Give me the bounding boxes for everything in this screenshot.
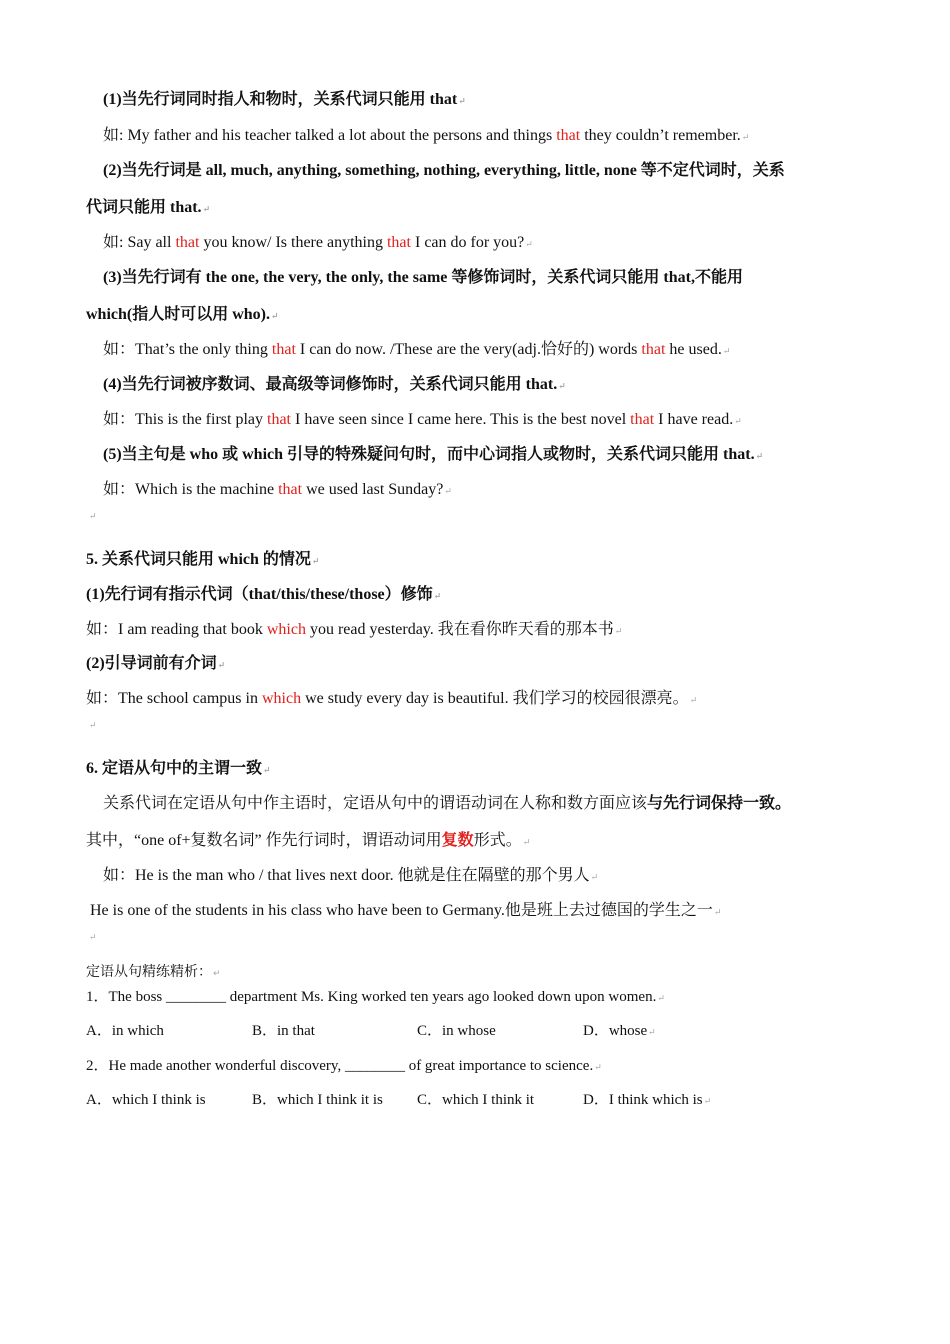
question-1-stem: 1．The boss ________ department Ms. King worked ten years ago looked down upon women.↵ xyxy=(86,989,665,1005)
question-2-option-a[interactable]: A．which I think is xyxy=(86,1092,206,1108)
question-2-option-c[interactable]: C．which I think it xyxy=(417,1092,535,1108)
question-2-option-d[interactable]: D．I think which is↵ xyxy=(583,1092,712,1108)
section6-paragraph1: 关系代词在定语从句中作主语时，定语从句中的谓语动词在人称和数方面应该与先行词保持一致。 xyxy=(103,795,792,812)
section6-example2: He is one of the students in his class who have been to Germany.他是班上去过德国的学生之一↵ xyxy=(90,902,722,919)
question-1-option-c[interactable]: C．in whose xyxy=(417,1023,496,1039)
section5-sub1: (1)先行词有指示代词（that/this/these/those）修饰↵ xyxy=(86,586,442,603)
section6-example1: 如：He is the man who / that lives next door. 他就是住在隔壁的那个男人↵ xyxy=(103,867,599,884)
empty-paragraph-mark: ↵ xyxy=(89,932,97,942)
section6-title: 6. 定语从句中的主谓一致↵ xyxy=(86,760,271,777)
rule5-heading: (5)当主句是 who 或 which 引导的特殊疑问句时，而中心词指人或物时，关系代词只能用 that.↵ xyxy=(103,446,764,463)
rule1-example: 如: My father and his teacher talked a lot about the persons and things that they couldn’t remember.↵ xyxy=(103,127,750,144)
question-1-option-d[interactable]: D．whose↵ xyxy=(583,1023,656,1039)
rule3-example: 如：That’s the only thing that I can do now. /These are the very(adj.恰好的) words that he used.↵ xyxy=(103,341,731,358)
rule4-heading: (4)当先行词被序数词、最高级等词修饰时，关系代词只能用 that.↵ xyxy=(103,376,566,393)
section5-example2: 如：The school campus in which we study every day is beautiful. 我们学习的校园很漂亮。↵ xyxy=(86,690,698,707)
section6-paragraph2: 其中，“one of+复数名词” 作先行词时，谓语动词用复数形式。↵ xyxy=(86,832,531,849)
section5-sub2: (2)引导词前有介词↵ xyxy=(86,655,226,672)
question-2-option-b[interactable]: B．which I think it is xyxy=(252,1092,383,1108)
question-2-stem: 2．He made another wonderful discovery, ________ of great importance to science.↵ xyxy=(86,1058,602,1074)
rule2-heading-line2: 代词只能用 that.↵ xyxy=(86,199,211,216)
rule4-example: 如：This is the first play that I have seen since I came here. This is the best novel that I have read.↵ xyxy=(103,411,742,428)
empty-paragraph-mark: ↵ xyxy=(89,720,97,730)
section5-title: 5. 关系代词只能用 which 的情况↵ xyxy=(86,551,320,568)
rule2-heading-line1: (2)当先行词是 all, much, anything, something, nothing, everything, little, none 等不定代词时，关系 xyxy=(103,162,785,179)
question-1-option-b[interactable]: B．in that xyxy=(252,1023,315,1039)
rule3-heading-line2: which(指人时可以用 who).↵ xyxy=(86,306,279,323)
rule3-heading-line1: (3)当先行词有 the one, the very, the only, the same 等修饰词时，关系代词只能用 that,不能用 xyxy=(103,269,743,286)
rule1-heading: (1)当先行词同时指人和物时，关系代词只能用 that↵ xyxy=(103,91,466,108)
section5-example1: 如：I am reading that book which you read yesterday. 我在看你昨天看的那本书↵ xyxy=(86,621,623,638)
rule5-example: 如：Which is the machine that we used last Sunday?↵ xyxy=(103,481,452,498)
exercise-title: 定语从句精练精析：↵ xyxy=(86,964,221,980)
question-1-option-a[interactable]: A．in which xyxy=(86,1023,164,1039)
rule2-example: 如: Say all that you know/ Is there anything that I can do for you?↵ xyxy=(103,234,533,251)
empty-paragraph-mark: ↵ xyxy=(89,511,97,521)
